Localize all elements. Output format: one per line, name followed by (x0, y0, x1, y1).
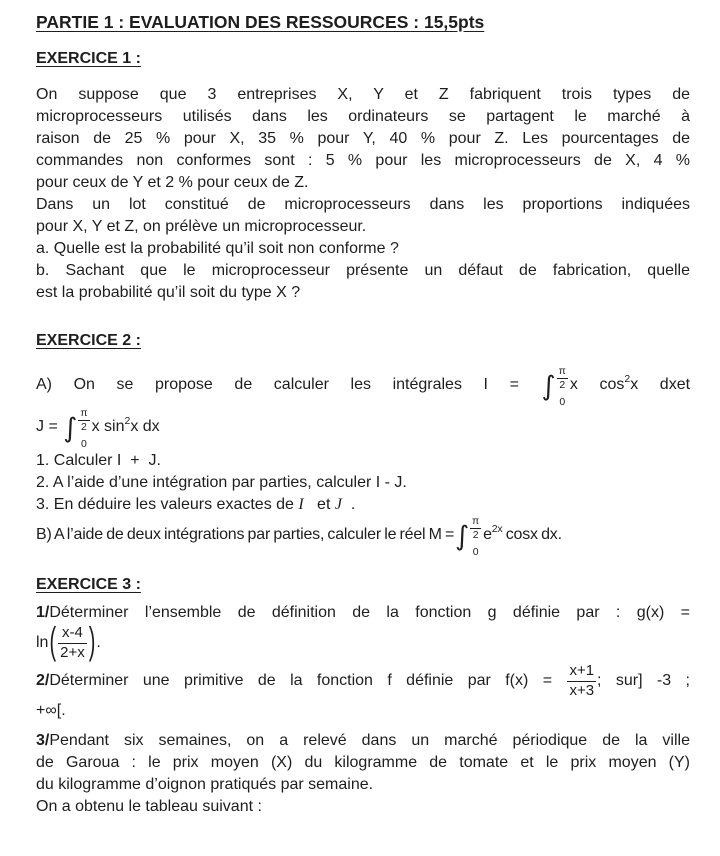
integral-I-differential: x dxet (630, 376, 691, 394)
ex2-item1: 1. Calculer I + J. (36, 452, 161, 469)
ex1-paragraph2-line1: Dans un lot constitué de microprocesseurs dans les proportions indiquées (36, 196, 690, 213)
integral-J-exponent: 2 (124, 415, 131, 428)
integral-limits (470, 516, 481, 558)
ex3-q2-line (36, 662, 690, 700)
integral-M-symbol (455, 516, 481, 558)
integral-sign: ∫ (63, 413, 78, 445)
integral-I-integrand: x cos (569, 376, 625, 394)
exercise1-heading: EXERCICE 1 : (36, 50, 141, 67)
exercise2-heading: EXERCICE 2 : (36, 332, 141, 349)
pi-symbol: π (557, 366, 568, 379)
integral-limits (557, 366, 568, 408)
integral-M-lhs: M = (428, 526, 455, 544)
ex3-q2-text: Déterminer une primitive de la fonction f définie par f(x) = (49, 672, 567, 690)
ex3-q3-text-line1: Pendant six semaines, on a relevé dans un marché périodique de la ville (49, 732, 690, 749)
fraction-numerator: x-4 (58, 624, 87, 644)
integral-I-symbol (542, 366, 568, 408)
ex3-q2-number: 2/ (36, 672, 50, 690)
pi-symbol: π (78, 408, 89, 421)
ex1-paragraph1-line5: pour ceux de Y et 2 % pour ceux de Z. (36, 174, 309, 191)
integral-J-differential: x dx (130, 418, 160, 436)
integral-I-lhs: I = (483, 376, 519, 394)
ex1-paragraph1-line2: microprocesseurs utilisés dans les ordinateurs se partagent le marché à (36, 108, 690, 125)
ex2-partA-line (36, 366, 690, 408)
ex1-paragraph1-line1: On suppose que 3 entreprises X, Y et Z fabriquent trois types de (36, 86, 690, 103)
right-parenthesis: ) (88, 621, 96, 663)
ex3-q1-line1 (36, 602, 690, 624)
ex3-q1-period: . (96, 634, 101, 652)
integral-sign: ∫ (455, 521, 470, 553)
integral-upper-limit (78, 408, 89, 433)
ex3-q1-text: Déterminer l’ensemble de définition de la fonction g définie par : g(x) = (49, 604, 690, 621)
fraction-x-1-over-x-3 (567, 662, 596, 700)
integral-upper-limit (470, 516, 481, 541)
ex3-q1-formula-line (36, 621, 690, 663)
ex1-question-b-line2: est la probabilité qu’il soit du type X ? (36, 284, 301, 301)
fraction-x-4-over-2-x (58, 624, 87, 662)
integral-M-exponent: 2x (491, 523, 503, 536)
exercise3-heading: EXERCICE 3 : (36, 576, 141, 593)
ex3-q1-number: 1/ (36, 604, 50, 621)
upper-limit-denominator: 2 (559, 379, 566, 392)
left-parenthesis: ( (49, 621, 57, 663)
ex2-item3-text: 3. En déduire les valeurs exactes de (36, 496, 299, 513)
ex3-q3-line2: de Garoua : le prix moyen (X) du kilogramme de tomate et le prix moyen (Y) (36, 754, 690, 771)
ex2-partA-intro: A) On se propose de calculer les intégrales (36, 376, 462, 394)
ex3-q2-interval-start: ; sur] -3 ; (597, 672, 690, 690)
ex2-item3 (36, 494, 690, 516)
ex2-item3-et: et (303, 496, 335, 513)
ex2-partB-intro: B) A l’aide de deux intégrations par parties, calculer le réel (36, 526, 429, 544)
integral-J-lhs: J = (36, 418, 58, 436)
integral-limits (78, 408, 89, 450)
integral-lower-limit: 0 (472, 545, 479, 558)
ex3-q2-interval-end: +∞[. (36, 702, 66, 719)
fraction-denominator: x+3 (569, 682, 595, 699)
integral-lower-limit: 0 (81, 437, 87, 450)
ex1-paragraph2-line2: pour X, Y et Z, on prélève un microprocesseur. (36, 218, 367, 235)
ex2-partB-line (36, 516, 690, 558)
ex1-question-a: a. Quelle est la probabilité qu’il soit non conforme ? (36, 240, 399, 257)
integral-M-tail: cosx dx. (502, 526, 562, 544)
fraction-denominator: 2+x (60, 644, 85, 661)
ex3-q3-number: 3/ (36, 732, 50, 749)
integral-M-base-e: e (483, 526, 492, 544)
ex2-item3-period: . (341, 496, 356, 513)
integral-upper-limit (557, 366, 568, 391)
ln-label: ln (36, 634, 49, 652)
integral-sign: ∫ (541, 371, 556, 403)
fraction-numerator: x+1 (567, 662, 596, 682)
integral-J-integrand: x sin (91, 418, 125, 436)
ex1-paragraph1-line3: raison de 25 % pour X, 35 % pour Y, 40 % pour Z. Les pourcentages de (36, 130, 690, 147)
integral-I-exponent: 2 (624, 373, 631, 386)
upper-limit-denominator: 2 (81, 421, 87, 434)
ex3-q3-line3: du kilogramme d’oignon pratiqués par semaine. (36, 776, 374, 793)
integral-lower-limit: 0 (559, 395, 566, 408)
integral-J-symbol (63, 408, 89, 450)
page-title: PARTIE 1 : EVALUATION DES RESSOURCES : 15,5pts (36, 12, 485, 32)
ex1-paragraph1-line4: commandes non conformes sont : 5 % pour les microprocesseurs de X, 4 % (36, 152, 690, 169)
pi-symbol: π (470, 516, 481, 529)
ex3-q3-line1 (36, 730, 690, 752)
ex3-closing-line: On a obtenu le tableau suivant : (36, 798, 262, 815)
ex2-item2: 2. A l’aide d’une intégration par parties, calculer I - J. (36, 474, 407, 491)
math-variable-J: J (334, 496, 342, 513)
ex2-integral-J-line (36, 408, 690, 450)
ex1-question-b-line1: b. Sachant que le microprocesseur présente un défaut de fabrication, quelle (36, 262, 690, 279)
math-variable-I: I (298, 496, 304, 513)
upper-limit-denominator: 2 (472, 529, 479, 542)
